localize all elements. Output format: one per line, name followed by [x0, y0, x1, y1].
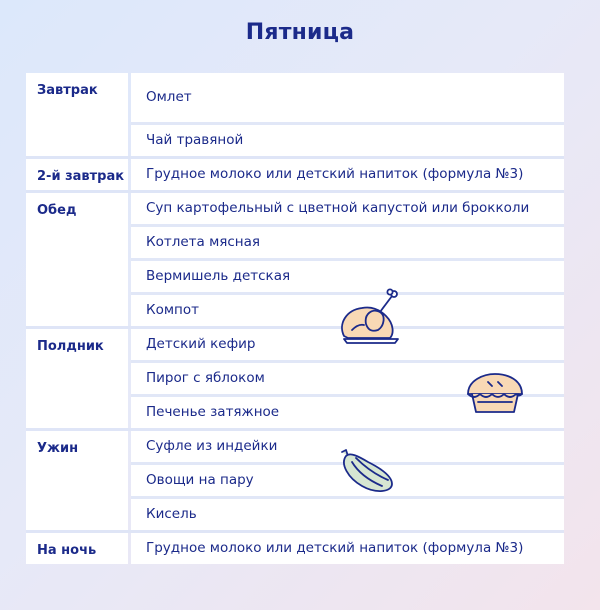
meal-name: На ночь: [26, 533, 128, 564]
meal-item: Детский кефир: [131, 329, 564, 360]
meal-lunch: [26, 190, 564, 326]
meal-item: Пирог с яблоком: [131, 360, 564, 394]
meal-item: Грудное молоко или детский напиток (формула №3): [131, 159, 564, 190]
meal-item: Суфле из индейки: [131, 431, 564, 462]
zucchini-icon: [336, 446, 398, 496]
meal-item: Вермишель детская: [131, 258, 564, 292]
meal-night: [26, 530, 564, 564]
meal-name: Обед: [26, 193, 128, 326]
meal-name: Завтрак: [26, 73, 128, 156]
meal-name: 2-й завтрак: [26, 159, 128, 190]
meal-item: Печенье затяжное: [131, 394, 564, 428]
page-title: Пятница: [245, 20, 355, 45]
meal-item: Овощи на пару: [131, 462, 564, 496]
meal-table: [26, 73, 564, 564]
meal-second-breakfast: [26, 156, 564, 190]
meal-item: Суп картофельный с цветной капустой или брокколи: [131, 193, 564, 224]
meal-item: Кисель: [131, 496, 564, 530]
meal-item: Чай травяной: [131, 122, 564, 156]
pie-icon: [464, 372, 526, 418]
meal-item: Котлета мясная: [131, 224, 564, 258]
roast-chicken-icon: [336, 284, 408, 346]
meal-item: Компот: [131, 292, 564, 326]
meal-item: Грудное молоко или детский напиток (формула №3): [131, 533, 564, 564]
meal-item: Омлет: [131, 73, 564, 122]
meal-breakfast: [26, 73, 564, 156]
meal-dinner: [26, 428, 564, 530]
meal-name: Ужин: [26, 431, 128, 530]
meal-name: Полдник: [26, 329, 128, 428]
